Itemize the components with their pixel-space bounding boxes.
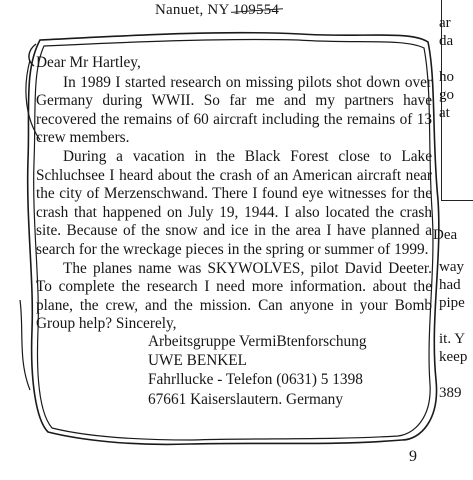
signature-phone: Fahrllucke - Telefon (0631) 5 1398 bbox=[148, 371, 363, 389]
fragment-text: 389 bbox=[439, 385, 462, 401]
struck-zip-code: 109554 bbox=[232, 2, 280, 18]
paragraph-crash: During a vacation in the Black Forest close to Lake Schluchsee I heard about the crash of an American aircraft near the city of Merzenschwand. There I found eye witnesses for the crash that happened on July 19, 1944. I also located the crash site. Because of the snow and ice in the area I have planned a search for the wreckage pieces in the spring or summer of 1999. bbox=[36, 147, 432, 258]
fragment-text: had bbox=[439, 277, 461, 293]
page-number: 9 bbox=[409, 448, 417, 465]
fragment-text: way bbox=[439, 259, 464, 275]
adjacent-column-fragment bbox=[433, 0, 473, 480]
fragment-text: ar bbox=[439, 15, 451, 31]
salutation: Dear Mr Hartley, bbox=[36, 54, 141, 71]
signature-block bbox=[148, 332, 367, 409]
fragment-text: at bbox=[439, 105, 450, 121]
signature-organization: Arbeitsgruppe VermiBtenforschung bbox=[148, 333, 367, 350]
signature-city: 67661 Kaiserslautern. Germany bbox=[148, 390, 343, 408]
fragment-text: go bbox=[439, 87, 454, 103]
paragraph-research: In 1989 I started research on missing pilots shot down over Germany during WWII. So far me and my partners have recovered the remains of 60 aircraft including the remains of 13 crew members. bbox=[36, 73, 432, 147]
fragment-text: pipe bbox=[439, 295, 465, 311]
fragment-text: da bbox=[439, 33, 454, 49]
fragment-text: Dea bbox=[433, 227, 458, 243]
letter-body bbox=[36, 54, 432, 334]
address-line: Nanuet, NY bbox=[155, 2, 229, 18]
paragraph-request: The planes name was SKYWOLVES, pilot David Deeter. To complete the research I need more information. about the plane, the crew, and the mission. Can anyone in your Bomb Group help? Sincerely, bbox=[36, 259, 432, 333]
fragment-text: keep bbox=[439, 349, 468, 365]
fragment-text: ho bbox=[439, 69, 454, 85]
sender-address-header bbox=[155, 2, 279, 19]
fragment-text: it. Y bbox=[439, 331, 466, 347]
signature-name: UWE BENKEL bbox=[148, 352, 247, 370]
